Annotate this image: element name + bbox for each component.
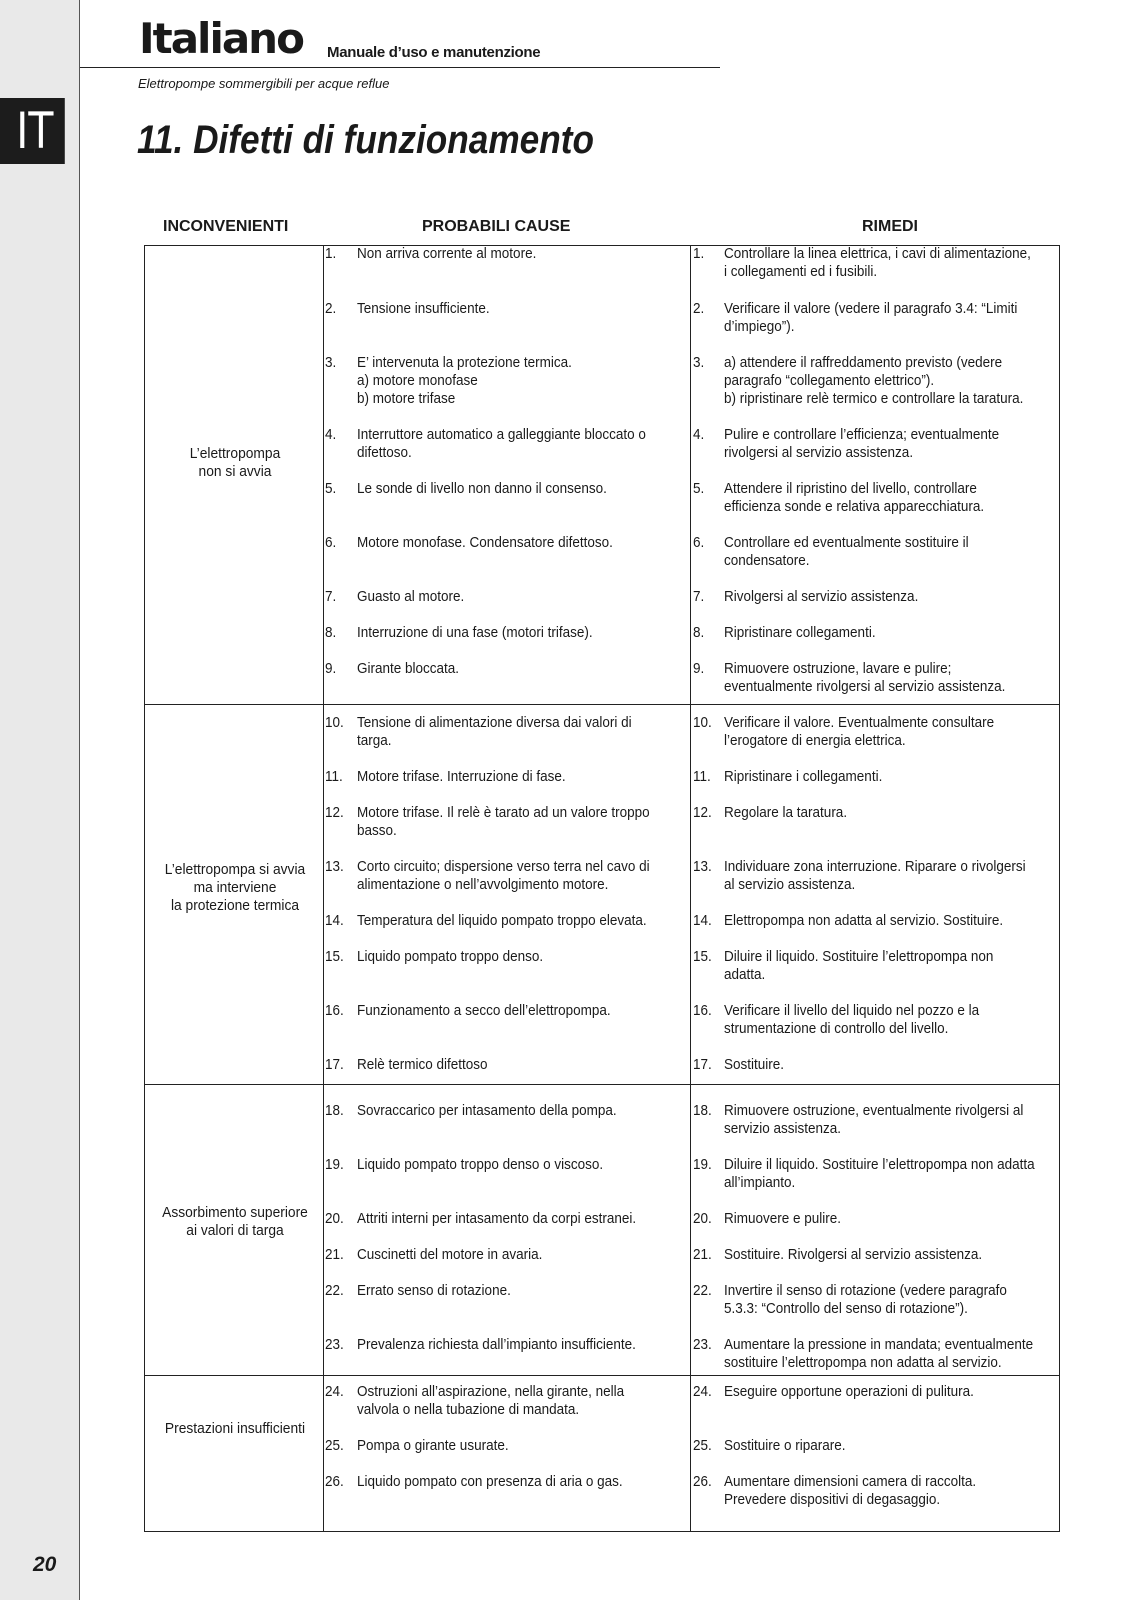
remedy-text: Sostituire o riparare.: [724, 1437, 846, 1454]
remedy-number: 5.: [693, 480, 705, 497]
remedy-text: Aumentare la pressione in mandata; eventualmente sostituire l’elettropompa non adatta al servizio.: [724, 1336, 1034, 1371]
remedy-number: 14.: [693, 912, 712, 929]
cause-number: 14.: [325, 912, 344, 929]
cause-text: Liquido pompato troppo denso o viscoso.: [357, 1156, 604, 1173]
cause-number: 8.: [325, 624, 337, 641]
remedy-number: 4.: [693, 426, 705, 443]
cause-number: 3.: [325, 354, 337, 371]
column-header-causes: PROBABILI CAUSE: [422, 218, 571, 235]
remedy-number: 3.: [693, 354, 705, 371]
group-divider: [144, 1084, 1059, 1085]
remedy-number: 20.: [693, 1210, 712, 1227]
group-divider: [144, 704, 1059, 705]
cause-text: Pompa o girante usurate.: [357, 1437, 509, 1454]
table-divider: [323, 245, 324, 1531]
cause-text: Motore monofase. Condensatore difettoso.: [357, 534, 613, 551]
header-rule: [80, 67, 720, 68]
remedy-number: 21.: [693, 1246, 712, 1263]
cause-text: Guasto al motore.: [357, 588, 465, 605]
header-title: Italiano: [139, 14, 303, 63]
remedy-text: Invertire il senso di rotazione (vedere paragrafo 5.3.3: “Controllo del senso di rotazione”).: [724, 1282, 1007, 1317]
remedy-text: Verificare il livello del liquido nel pozzo e la strumentazione di controllo del livello.: [724, 1002, 980, 1037]
cause-number: 5.: [325, 480, 337, 497]
cause-text: Prevalenza richiesta dall’impianto insufficiente.: [357, 1336, 636, 1353]
remedy-number: 2.: [693, 300, 705, 317]
cause-number: 4.: [325, 426, 337, 443]
cause-text: Motore trifase. Interruzione di fase.: [357, 768, 566, 785]
cause-text: Le sonde di livello non danno il consenso.: [357, 480, 607, 497]
problem-cell: L’elettropompa si avvia ma interviene la protezione termica: [164, 861, 306, 914]
cause-text: Sovraccarico per intasamento della pompa.: [357, 1102, 617, 1119]
remedy-text: Aumentare dimensioni camera di raccolta. Prevedere dispositivi di degasaggio.: [724, 1473, 977, 1508]
remedy-text: Attendere il ripristino del livello, controllare efficienza sonde e relativa apparecchiatura.: [724, 480, 985, 515]
remedy-text: Rimuovere e pulire.: [724, 1210, 842, 1227]
remedy-text: Sostituire. Rivolgersi al servizio assistenza.: [724, 1246, 983, 1263]
remedy-number: 1.: [693, 245, 705, 262]
cause-number: 19.: [325, 1156, 344, 1173]
cause-number: 17.: [325, 1056, 344, 1073]
cause-number: 23.: [325, 1336, 344, 1353]
cause-number: 10.: [325, 714, 344, 731]
cause-text: Non arriva corrente al motore.: [357, 245, 537, 262]
cause-number: 9.: [325, 660, 337, 677]
cause-number: 25.: [325, 1437, 344, 1454]
cause-number: 20.: [325, 1210, 344, 1227]
remedy-text: Verificare il valore (vedere il paragrafo 3.4: “Limiti d’impiego”).: [724, 300, 1018, 335]
page-number: 20: [33, 1553, 57, 1576]
remedy-number: 7.: [693, 588, 705, 605]
remedy-text: Rimuovere ostruzione, eventualmente rivolgersi al servizio assistenza.: [724, 1102, 1024, 1137]
cause-number: 11.: [325, 768, 343, 785]
remedy-number: 15.: [693, 948, 712, 965]
remedy-number: 12.: [693, 804, 712, 821]
remedy-text: Controllare ed eventualmente sostituire il condensatore.: [724, 534, 969, 569]
remedy-text: Ripristinare i collegamenti.: [724, 768, 883, 785]
cause-text: Corto circuito; dispersione verso terra nel cavo di alimentazione o nell’avvolgimento motore.: [357, 858, 650, 893]
cause-number: 18.: [325, 1102, 344, 1119]
language-tab: IT: [0, 98, 65, 164]
remedy-number: 26.: [693, 1473, 712, 1490]
cause-text: Relè termico difettoso: [357, 1056, 488, 1073]
cause-number: 26.: [325, 1473, 344, 1490]
cause-text: Errato senso di rotazione.: [357, 1282, 511, 1299]
remedy-number: 24.: [693, 1383, 712, 1400]
cause-text: Girante bloccata.: [357, 660, 460, 677]
cause-number: 2.: [325, 300, 337, 317]
cause-number: 22.: [325, 1282, 344, 1299]
remedy-text: Eseguire opportune operazioni di pulitura.: [724, 1383, 974, 1400]
remedy-text: Rimuovere ostruzione, lavare e pulire; eventualmente rivolgersi al servizio assistenza.: [724, 660, 1006, 695]
cause-text: Cuscinetti del motore in avaria.: [357, 1246, 543, 1263]
remedy-text: Elettropompa non adatta al servizio. Sostituire.: [724, 912, 1004, 929]
cause-text: Liquido pompato con presenza di aria o gas.: [357, 1473, 623, 1490]
remedy-text: a) attendere il raffreddamento previsto (vedere paragrafo “collegamento elettrico”). b) ripristinare relè termico e controllare la taratura.: [724, 354, 1024, 407]
cause-number: 24.: [325, 1383, 344, 1400]
cause-number: 7.: [325, 588, 337, 605]
remedy-text: Diluire il liquido. Sostituire l’elettropompa non adatta.: [724, 948, 994, 983]
remedy-text: Verificare il valore. Eventualmente consultare l’erogatore di energia elettrica.: [724, 714, 995, 749]
problem-cell: Prestazioni insufficienti: [164, 1420, 306, 1437]
cause-text: E’ intervenuta la protezione termica. a) motore monofase b) motore trifase: [357, 354, 572, 407]
cause-number: 1.: [325, 245, 337, 262]
cause-number: 12.: [325, 804, 344, 821]
section-title: 11. Difetti di funzionamento: [137, 118, 594, 162]
remedy-number: 10.: [693, 714, 712, 731]
cause-text: Interruzione di una fase (motori trifase).: [357, 624, 593, 641]
header-subtitle: Manuale d’uso e manutenzione: [327, 44, 541, 61]
column-header-problems: INCONVENIENTI: [163, 218, 289, 235]
cause-text: Motore trifase. Il relè è tarato ad un valore troppo basso.: [357, 804, 650, 839]
remedy-text: Sostituire.: [724, 1056, 785, 1073]
remedy-number: 6.: [693, 534, 705, 551]
cause-number: 6.: [325, 534, 337, 551]
cause-text: Temperatura del liquido pompato troppo elevata.: [357, 912, 647, 929]
remedy-number: 9.: [693, 660, 705, 677]
cause-text: Attriti interni per intasamento da corpi estranei.: [357, 1210, 637, 1227]
remedy-text: Diluire il liquido. Sostituire l’elettropompa non adatta all’impianto.: [724, 1156, 1035, 1191]
remedy-number: 16.: [693, 1002, 712, 1019]
cause-number: 16.: [325, 1002, 344, 1019]
cause-number: 21.: [325, 1246, 344, 1263]
remedy-text: Pulire e controllare l’efficienza; eventualmente rivolgersi al servizio assistenza.: [724, 426, 1000, 461]
remedy-number: 8.: [693, 624, 705, 641]
sidebar: [0, 0, 80, 1600]
cause-text: Interruttore automatico a galleggiante bloccato o difettoso.: [357, 426, 646, 461]
remedy-number: 17.: [693, 1056, 712, 1073]
remedy-text: Individuare zona interruzione. Riparare o rivolgersi al servizio assistenza.: [724, 858, 1026, 893]
cause-text: Tensione insufficiente.: [357, 300, 490, 317]
cause-number: 13.: [325, 858, 344, 875]
remedy-number: 22.: [693, 1282, 712, 1299]
remedy-number: 11.: [693, 768, 711, 785]
problem-cell: Assorbimento superiore ai valori di targa: [162, 1204, 308, 1239]
remedy-text: Controllare la linea elettrica, i cavi di alimentazione, i collegamenti ed i fusibili.: [724, 245, 1031, 280]
column-header-remedies: RIMEDI: [862, 218, 918, 235]
cause-text: Ostruzioni all’aspirazione, nella girante, nella valvola o nella tubazione di mandata.: [357, 1383, 625, 1418]
remedy-number: 19.: [693, 1156, 712, 1173]
remedy-number: 13.: [693, 858, 712, 875]
remedy-number: 23.: [693, 1336, 712, 1353]
problem-cell: L’elettropompa non si avvia: [189, 445, 281, 480]
remedy-number: 18.: [693, 1102, 712, 1119]
cause-text: Funzionamento a secco dell’elettropompa.: [357, 1002, 611, 1019]
cause-text: Liquido pompato troppo denso.: [357, 948, 544, 965]
cause-number: 15.: [325, 948, 344, 965]
cause-text: Tensione di alimentazione diversa dai valori di targa.: [357, 714, 632, 749]
header-product-line: Elettropompe sommergibili per acque reflue: [138, 76, 390, 91]
remedy-text: Rivolgersi al servizio assistenza.: [724, 588, 919, 605]
group-divider: [144, 1375, 1059, 1376]
remedy-text: Regolare la taratura.: [724, 804, 848, 821]
remedy-number: 25.: [693, 1437, 712, 1454]
remedy-text: Ripristinare collegamenti.: [724, 624, 876, 641]
